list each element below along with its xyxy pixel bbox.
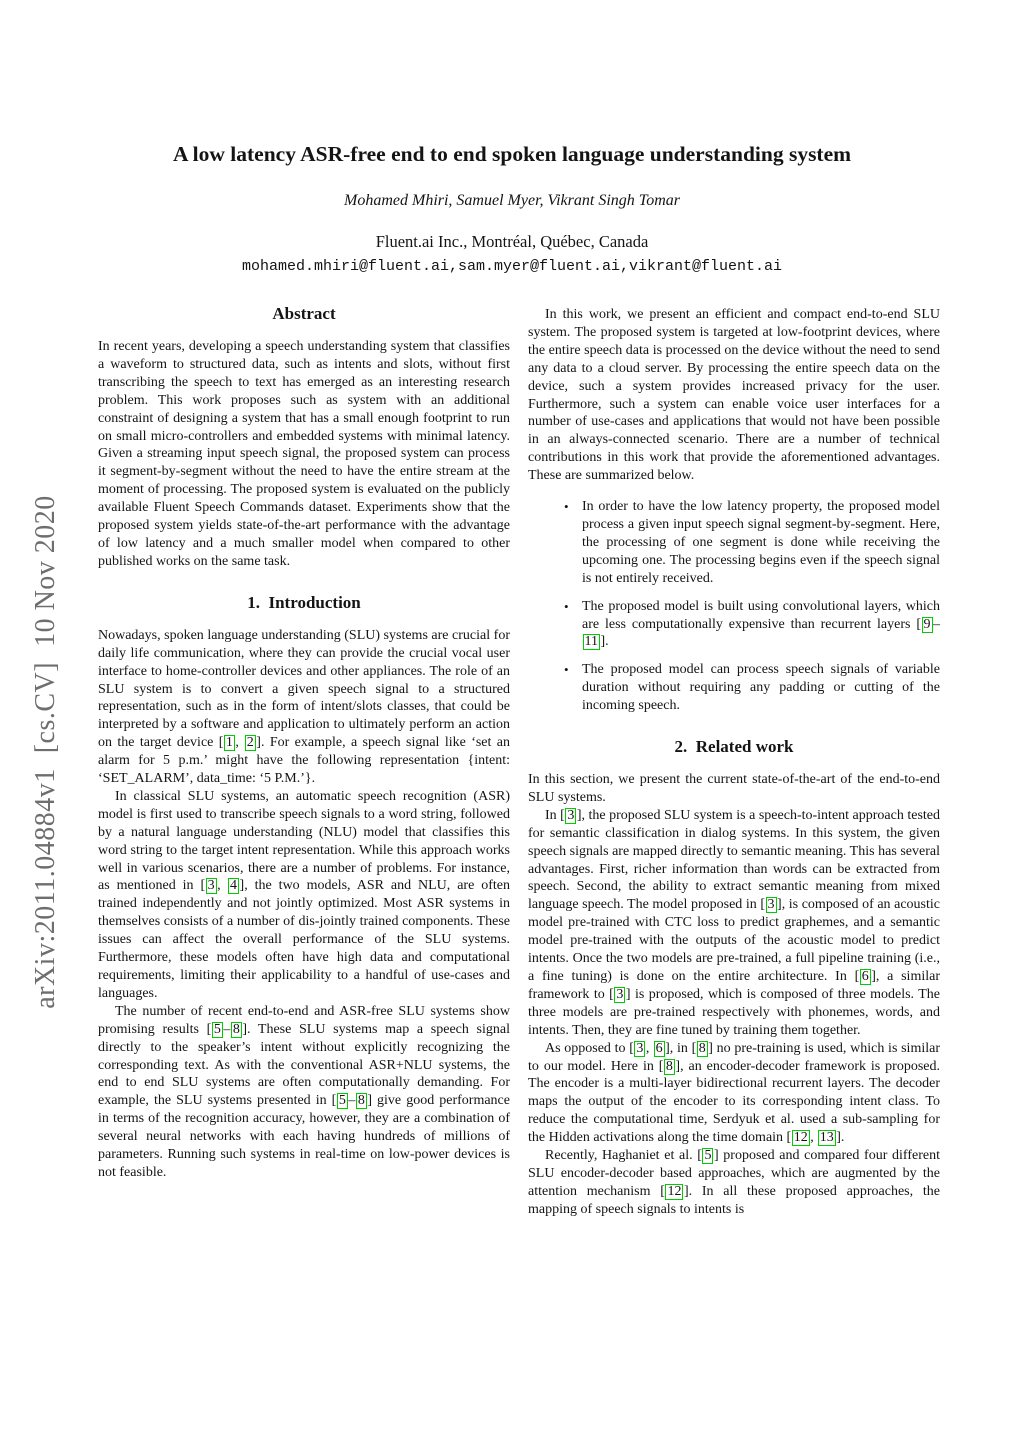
citation-link[interactable]: 1 xyxy=(225,735,233,751)
citation-link[interactable]: 5 xyxy=(338,1093,346,1109)
citation-link[interactable]: 8 xyxy=(232,1021,240,1037)
left-column xyxy=(98,303,510,1182)
paragraph: The number of recent end-to-end and ASR-free SLU systems show promising results [ 5 – 8 ]. These SLU systems map a speech signal directly to the speaker’s intent without explicitly recognizing the corresponding text. As with the conventional ASR+NLU systems, the end to end SLU systems are often computationally demanding. For example, the SLU systems presented in [ 5 – 8 ] give good performance in terms of the recognition accuracy, however, they are a combination of several neural networks with each having hundreds of millions of parameters. Running such systems in real-time on low-power devices is not feasible. xyxy=(98,1003,510,1180)
paragraph: In this work, we present an efficient and compact end-to-end SLU system. The proposed system is targeted at low-footprint devices, where the entire speech data is processed on the device without the need to send any data to a cloud server. By processing the entire speech data on the device, such a system provides increased privacy for the user. Furthermore, such a system can enable voice user interfaces for a number of use-cases and applications that would not have been possible in an always-connected scenario. There are a number of technical contributions in this work that provide the aforementioned advantages. These are summarized below. xyxy=(528,307,940,484)
bullet-item xyxy=(564,661,940,715)
page-title: A low latency ASR-free end to end spoken language understanding system xyxy=(172,142,852,166)
citation-link[interactable]: 4 xyxy=(230,878,238,894)
affiliation-line: Fluent.ai Inc., Montréal, Québec, Canada xyxy=(375,232,649,251)
section-heading: 2. Related work xyxy=(674,737,794,757)
paragraph: As opposed to [ 3 , 6 ], in [ 8 ] no pre-training is used, which is similar to our model. Here in [ 8 ], an encoder-decoder framework is proposed. The encoder is a multi-layer bidirectional recurrent layers. The decoder maps the output of the encoder to its corresponding intent class. To reduce the computational time, Serdyuk et al. used a sub-sampling for the Hidden activations along the time domain [ 12 , 13 ]. xyxy=(528,1040,940,1146)
citation-link[interactable]: 2 xyxy=(246,735,254,751)
bullet-item xyxy=(564,598,940,652)
citation-link[interactable]: 12 xyxy=(793,1130,808,1146)
bullet-icon: • xyxy=(564,598,569,614)
paragraph: Recently, Haghaniet et al. [ 5 ] proposed and compared four different SLU encoder-decoder based approaches, which are augmented by the attention mechanism [ 12 ]. In all these proposed approaches, the mapping of speech signals to intents is xyxy=(528,1148,940,1217)
citation-link[interactable]: 3 xyxy=(636,1040,644,1056)
arxiv-watermark: arXiv:2011.04884v1 [cs.CV] 10 Nov 2020 xyxy=(30,495,61,1009)
citation-link[interactable]: 3 xyxy=(207,878,215,894)
citation-link[interactable]: 6 xyxy=(861,969,869,984)
bullet-text: The proposed model can process speech signals of variable duration without requiring any padding or cutting of the incoming speech. xyxy=(582,662,940,714)
citation-link[interactable]: 3 xyxy=(616,986,624,1002)
paragraph: In classical SLU systems, an automatic speech recognition (ASR) model is first used to transcribe speech signals to a word string, followed by a natural language understanding (NLU) model that classifies this word string to the target intent representation. While this approach works well in various scenarios, there are a number of problems. For instance, as mentioned in [ 3 , 4 ], the two models, ASR and NLU, are often trained independently and not jointly optimized. Most ASR systems in themselves consists of a number of dis-jointly trained components. These issues can affect the overall performance of the SLU systems. Furthermore, these models often have high data and computational requirements, limiting their applicability to a handful of use-cases and languages. xyxy=(98,788,511,1001)
paragraph: Nowadays, spoken language understanding (SLU) systems are crucial for daily life communication, where they can provide the crucial vocal user interface to home-controller devices and other appliances. The role of an SLU system is to convert a given speech signal to a structured representation, such as in the form of intent/slots classes, that could be interpreted by a software and application to ultimately perform an action on the target device [ 1 , 2 ]. For example, a speech signal like ‘set an alarm for 5 p.m.’ might have the following representation {intent: ‘SET_ALARM’, data_time: ‘5 P.M.’}. xyxy=(98,627,510,787)
section-heading: Abstract xyxy=(272,304,336,323)
citation-link[interactable]: 11 xyxy=(584,634,598,650)
citation-link[interactable]: 12 xyxy=(667,1183,682,1199)
section-heading: 1. Introduction xyxy=(247,592,361,612)
citation-link[interactable]: 5 xyxy=(704,1148,712,1164)
paragraph: In recent years, developing a speech understanding system that classifies a waveform to structured data, such as intents and slots, without first transcribing the speech to text has emerged as an interesting research problem. This work proposes such as system with an additional constraint of designing a system that has a small enough footprint to run on small micro-controllers and embedded systems with minimal latency. Given a streaming input speech signal, the proposed system can process it segment-by-segment without the need to have the entire stream at the moment of processing. The proposed system is evaluated on the publicly available Fluent Speech Commands dataset. Experiments show that the proposed system yields state-of-the-art performance with the advantage of low latency and a much smaller model when compared to other published works on the same task. xyxy=(98,339,510,569)
citation-link[interactable]: 6 xyxy=(655,1040,663,1056)
citation-link[interactable]: 8 xyxy=(665,1058,673,1074)
citation-link[interactable]: 5 xyxy=(213,1021,221,1037)
authors-line: Mohamed Mhiri, Samuel Myer, Vikrant Singh Tomar xyxy=(344,192,680,209)
citation-link[interactable]: 13 xyxy=(819,1130,834,1146)
citation-link[interactable]: 3 xyxy=(767,897,775,913)
citation-link[interactable]: 8 xyxy=(698,1040,706,1056)
citation-link[interactable]: 3 xyxy=(567,807,575,823)
paragraph: In this section, we present the current state-of-the-art of the end-to-end SLU systems. xyxy=(528,772,940,805)
citation-link[interactable]: 8 xyxy=(357,1093,365,1109)
bullet-icon: • xyxy=(564,499,569,515)
emails-line: mohamed.mhiri@fluent.ai,sam.myer@fluent.ai,vikrant@fluent.ai xyxy=(241,258,783,275)
bullet-icon: • xyxy=(564,662,569,678)
bullet-text: The proposed model is built using convolutional layers, which are less computationally expensive than recurrent layers [ 9 –11 ]. xyxy=(582,598,940,650)
bullet-text: In order to have the low latency property, the proposed model process a given input speech signal segment-by-segment. Here, the processing of one segment is done while receiving the upcoming one. The processing begins even if the speech signal is not entirely received. xyxy=(582,499,940,586)
paragraph: In [ 3 ], the proposed SLU system is a speech-to-intent approach tested for semantic classification in dialog systems. In this system, the given speech signals are mapped directly to semantic meaning. This has several advantages. First, richer information than words can be extracted from speech. Second, the ability to extract semantic meaning from mixed language speech. The model proposed in [ 3 ], is composed of an acoustic model pre-trained with CTC loss to predict graphemes, and a semantic model pre-trained with the outputs of the acoustic model to predict intents. Once the two models are pre-trained, a full pipeline training (i.e., a fine tuning) is done on the entire architecture. In [ 6 ], a similar framework to [ 3 ] is proposed, which is composed of three models. The three models are pre-trained respectively with phonemes, words, and intents. Then, they are fine tuned by training them together. xyxy=(528,807,941,1038)
right-column xyxy=(528,306,940,1219)
citation-link[interactable]: 9 xyxy=(923,616,931,632)
bullet-item xyxy=(564,498,940,588)
